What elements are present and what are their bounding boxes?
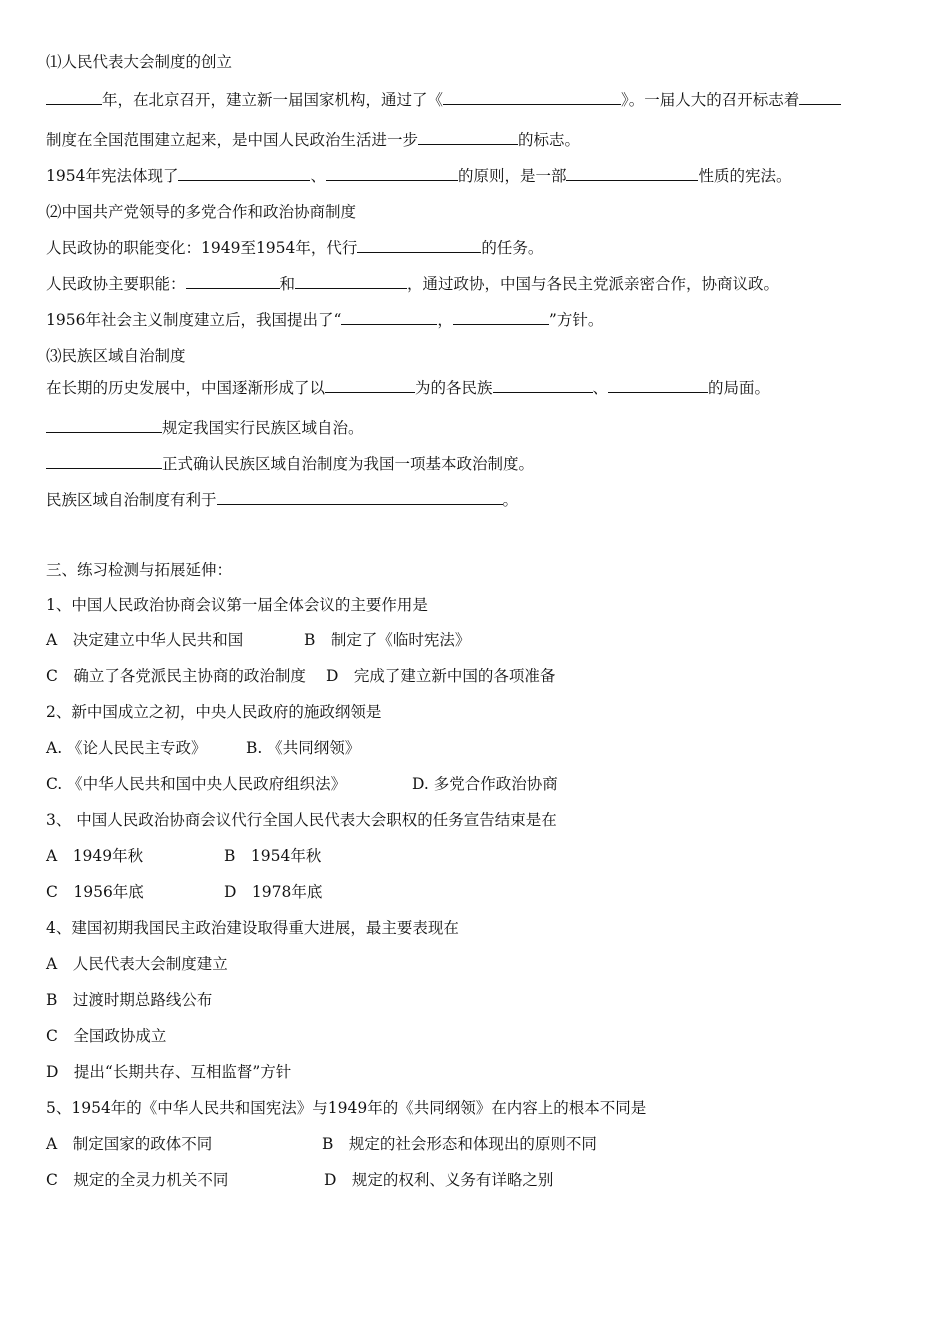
blank[interactable] [46,90,102,105]
blank[interactable] [217,490,503,505]
question-2: 2、新中国成立之初，中央人民政府的施政纲领是 [46,703,382,721]
q5-option-a[interactable]: A 制定国家的政体不同 [46,1135,213,1153]
heading-ethnic-autonomy: ⑶民族区域自治制度 [46,347,186,365]
blank[interactable] [326,166,458,181]
q1-option-b[interactable]: B 制定了《临时宪法》 [304,631,471,649]
blank[interactable] [178,166,310,181]
question-5: 5、1954年的《中华人民共和国宪法》与1949年的《共同纲领》在内容上的根本不同是 [46,1099,647,1117]
blank[interactable] [341,310,437,325]
blank[interactable] [325,378,415,393]
blank[interactable] [46,454,162,469]
heading-npc-system: ⑴人民代表大会制度的创立 [46,53,233,71]
fill-line-3: 1954年宪法体现了 、 的原则，是一部 性质的宪法。 [46,167,792,185]
q3-option-c[interactable]: C 1956年底 [46,883,144,901]
blank[interactable] [799,90,841,105]
q4-option-b[interactable]: B 过渡时期总路线公布 [46,991,213,1009]
fill-line-8: 规定我国实行民族区域自治。 [46,418,904,438]
fill-line-10: 民族区域自治制度有利于 。 [46,491,519,509]
question-4: 4、建国初期我国民主政治建设取得重大进展，最主要表现在 [46,919,459,937]
q2-option-b[interactable]: B. 《共同纲领》 [246,739,361,757]
fill-line-6: 1956年社会主义制度建立后，我国提出了“ ， ”方针。 [46,311,604,329]
q5-option-c[interactable]: C 规定的全灵力机关不同 [46,1171,229,1189]
q2-option-c[interactable]: C. 《中华人民共和国中央人民政府组织法》 [46,775,347,793]
question-3: 3、 中国人民政治协商会议代行全国人民代表大会职权的任务宣告结束是在 [46,811,557,829]
section-title-exercises: 三、练习检测与拓展延伸： [46,561,233,579]
blank[interactable] [453,310,549,325]
q4-option-a[interactable]: A 人民代表大会制度建立 [46,955,228,973]
fill-line-2: 制度在全国范围建立起来，是中国人民政治生活进一步 的标志。 [46,131,581,149]
fill-line-5: 人民政协主要职能： 和 ，通过政协，中国与各民主党派亲密合作，协商议政。 [46,275,780,293]
q2-option-d[interactable]: D. 多党合作政治协商 [412,775,558,793]
q4-option-d[interactable]: D 提出“长期共存、互相监督”方针 [46,1063,292,1081]
fill-line-1: 年，在北京召开，建立新一届国家机构，通过了《 》。一届人大的召开标志着 [46,90,904,110]
blank[interactable] [493,378,593,393]
q1-option-c[interactable]: C 确立了各党派民主协商的政治制度 [46,667,306,685]
fill-line-9: 正式确认民族区域自治制度为我国一项基本政治制度。 [46,454,904,474]
fill-line-4: 人民政协的职能变化：1949至1954年，代行 的任务。 [46,239,544,257]
blank[interactable] [357,238,481,253]
blank[interactable] [566,166,698,181]
blank[interactable] [443,90,621,105]
q2-option-a[interactable]: A. 《论人民民主专政》 [46,739,207,757]
q3-option-a[interactable]: A 1949年秋 [46,847,144,865]
heading-cppcc-system: ⑵中国共产党领导的多党合作和政治协商制度 [46,203,357,221]
q1-option-d[interactable]: D 完成了建立新中国的各项准备 [326,667,556,685]
q3-option-d[interactable]: D 1978年底 [224,883,323,901]
q4-option-c[interactable]: C 全国政协成立 [46,1027,167,1045]
blank[interactable] [295,274,407,289]
q5-option-b[interactable]: B 规定的社会形态和体现出的原则不同 [322,1135,597,1153]
q5-option-d[interactable]: D 规定的权利、义务有详略之别 [324,1171,554,1189]
blank[interactable] [46,418,162,433]
q1-option-a[interactable]: A 决定建立中华人民共和国 [46,631,244,649]
fill-line-7: 在长期的历史发展中，中国逐渐形成了以 为的各民族 、 的局面。 [46,379,771,397]
blank[interactable] [608,378,708,393]
blank[interactable] [186,274,280,289]
q3-option-b[interactable]: B 1954年秋 [224,847,322,865]
question-1: 1、中国人民政治协商会议第一届全体会议的主要作用是 [46,596,428,614]
blank[interactable] [418,130,518,145]
